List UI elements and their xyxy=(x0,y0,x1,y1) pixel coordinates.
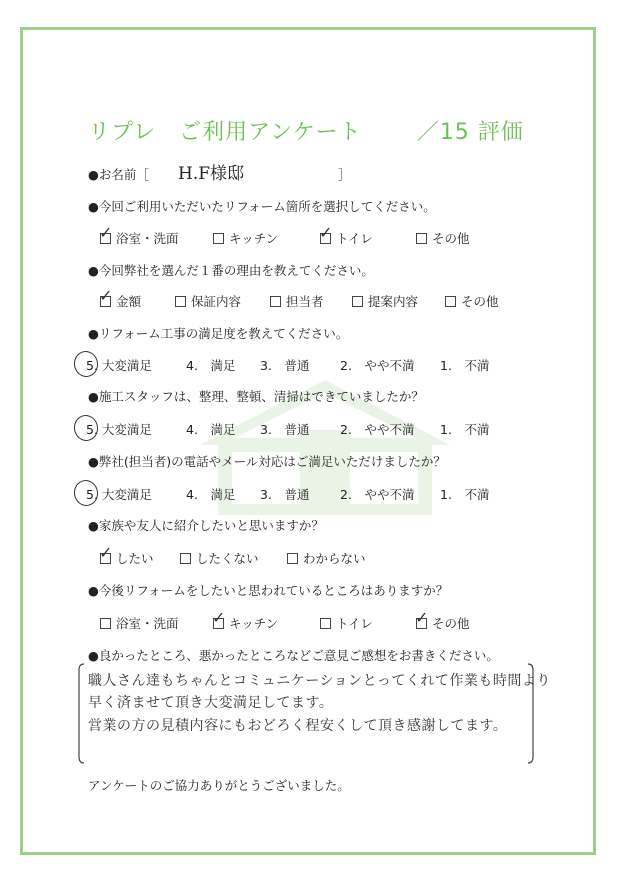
q3-option-3[interactable]: 3. 普通 xyxy=(260,358,310,373)
q1-option[interactable]: キッチン xyxy=(213,229,278,247)
q4-option-2[interactable]: 2. やや不満 xyxy=(340,422,415,437)
question-1: ●今回ご利用いただいたリフォーム箇所を選択してください。 xyxy=(88,199,436,214)
comment-line: 早く済ませて頂き大変満足してます。 xyxy=(88,695,334,711)
check-mark-icon: ✓ xyxy=(99,543,113,562)
q3-option-2[interactable]: 2. やや不満 xyxy=(340,358,415,373)
checkbox xyxy=(212,608,226,629)
question-5: ●弊社(担当者)の電話やメール対応はご満足いただけましたか？ xyxy=(88,454,446,469)
q4-option-4[interactable]: 4. 満足 xyxy=(186,422,236,437)
q5-option-4[interactable]: 4. 満足 xyxy=(186,487,236,502)
checkbox xyxy=(213,233,224,244)
q3-option-5[interactable]: 5. 大変満足 xyxy=(86,356,152,374)
name-label: ●お名前［ xyxy=(88,167,149,182)
q6-option[interactable]: わからない xyxy=(287,549,366,567)
checkbox xyxy=(416,233,427,244)
check-mark-icon: ✓ xyxy=(212,608,226,627)
q2-option[interactable]: その他 xyxy=(445,292,499,310)
question-4: ●施工スタッフは、整理、整頓、清掃はできていましたか？ xyxy=(88,389,424,404)
q4-option-1[interactable]: 1. 不満 xyxy=(440,422,490,437)
q4-option-3[interactable]: 3. 普通 xyxy=(260,422,310,437)
name-bracket-close: ］ xyxy=(338,167,351,182)
name-value: H.F様邸 xyxy=(178,164,245,184)
q5-option-1[interactable]: 1. 不満 xyxy=(440,487,490,502)
checkbox xyxy=(99,223,113,244)
footer-thanks: アンケートのご協力ありがとうございました。 xyxy=(88,778,350,793)
check-mark-icon: ✓ xyxy=(99,286,113,305)
q2-option[interactable]: 担当者 xyxy=(270,292,324,310)
q4-option-5[interactable]: 5. 大変満足 xyxy=(86,420,152,438)
checkbox xyxy=(99,286,113,307)
q6-option[interactable]: したくない xyxy=(180,549,259,567)
q7-option[interactable]: トイレ xyxy=(320,614,373,632)
check-mark-icon: ✓ xyxy=(99,223,113,242)
check-mark-icon: ✓ xyxy=(415,608,429,627)
checkbox xyxy=(180,553,191,564)
checkbox xyxy=(319,223,333,244)
q7-option[interactable]: ✓ キッチン xyxy=(212,608,279,631)
checkbox xyxy=(270,296,281,307)
checkbox xyxy=(320,618,331,629)
question-8: ●良かったところ、悪かったところなどご意見ご感想をお書きください。 xyxy=(88,648,499,663)
q5-option-2[interactable]: 2. やや不満 xyxy=(340,487,415,502)
comment-line: 営業の方の見積内容にもおどろく程安くして頂き感謝してます。 xyxy=(88,718,508,734)
checkbox xyxy=(100,618,111,629)
check-mark-icon: ✓ xyxy=(319,223,333,242)
checkbox xyxy=(352,296,363,307)
survey-title: リプレ ご利用アンケート ／15 評価 xyxy=(88,120,524,145)
question-2: ●今回弊社を選んだ１番の理由を教えてください。 xyxy=(88,263,374,278)
checkbox xyxy=(99,543,113,564)
checkbox xyxy=(415,608,429,629)
q1-option[interactable]: ✓ トイレ xyxy=(319,223,373,246)
question-7: ●今後リフォームをしたいと思われているところはありますか？ xyxy=(88,583,449,598)
q2-option[interactable]: 提案内容 xyxy=(352,292,418,310)
question-3: ●リフォーム工事の満足度を教えてください。 xyxy=(88,326,349,341)
q1-option[interactable]: ✓ 浴室・洗面 xyxy=(99,223,179,246)
q7-option[interactable]: 浴室・洗面 xyxy=(100,614,179,632)
comment-line: 職人さん達もちゃんとコミュニケーションとってくれて作業も時間より xyxy=(88,673,551,689)
q5-option-5[interactable]: 5. 大変満足 xyxy=(86,485,152,503)
checkbox xyxy=(175,296,186,307)
q2-option[interactable]: 保証内容 xyxy=(175,292,241,310)
q3-option-4[interactable]: 4. 満足 xyxy=(186,358,236,373)
checkbox xyxy=(445,296,456,307)
q7-option[interactable]: ✓ その他 xyxy=(415,608,470,631)
q1-option[interactable]: その他 xyxy=(416,229,470,247)
q5-option-3[interactable]: 3. 普通 xyxy=(260,487,310,502)
q6-option[interactable]: ✓ したい xyxy=(99,543,154,566)
question-6: ●家族や友人に紹介したいと思いますか？ xyxy=(88,518,324,533)
checkbox xyxy=(287,553,298,564)
q2-option[interactable]: ✓ 金額 xyxy=(99,286,142,309)
q3-option-1[interactable]: 1. 不満 xyxy=(440,358,490,373)
